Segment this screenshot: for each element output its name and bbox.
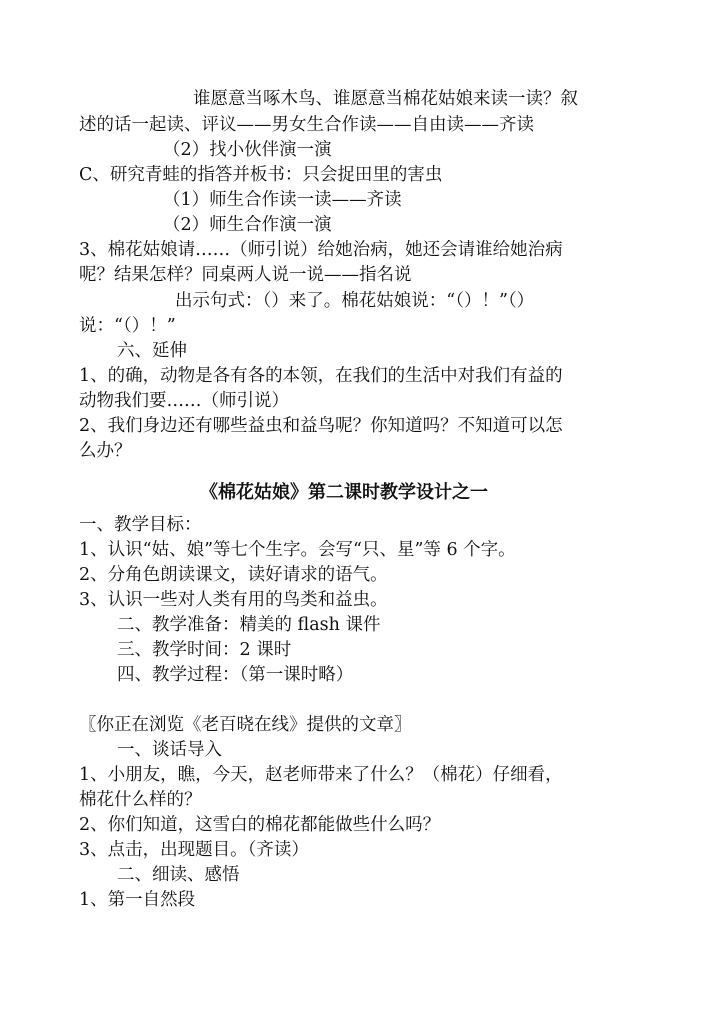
source-note: 〖你正在浏览《老百晓在线》提供的文章〗 [79, 715, 412, 735]
text-line: 述的话一起读、评议——男女生合作读——自由读——齐读 [79, 115, 534, 135]
text-line: 么办？ [79, 441, 132, 461]
section-heading: 二、细读、感悟 [117, 865, 240, 885]
section-heading: 一、教学目标： [79, 515, 202, 535]
text-line: （2）师生合作演一演 [163, 215, 332, 235]
text-line: 3、棉花姑娘请……（师引说）给她治病，她还会请谁给她治病 [79, 240, 563, 260]
text-line: 2、分角色朗读课文，读好请求的语气。 [79, 565, 388, 585]
text-line: 2、你们知道，这雪白的棉花都能做些什么吗？ [79, 815, 441, 835]
section-heading: 一、谈话导入 [117, 740, 222, 760]
text-line: （2）找小伙伴演一演 [163, 140, 332, 160]
text-line: 1、认识“姑、娘”等七个生字。会写“只、星”等 6 个字。 [79, 540, 516, 560]
text-line: （1）师生合作读一读——齐读 [163, 190, 402, 210]
text-line: 2、我们身边还有哪些益虫和益鸟呢？你知道吗？不知道可以怎 [79, 416, 563, 436]
text-line: C、研究青蛙的指答并板书：只会捉田里的害虫 [79, 165, 443, 185]
text-line: 1、第一自然段 [79, 890, 196, 910]
text-line: 谁愿意当啄木鸟、谁愿意当棉花姑娘来读一读？叙 [193, 89, 578, 109]
section-heading: 六、延伸 [117, 341, 187, 361]
text-line: 1、的确，动物是各有各的本领，在我们的生活中对我们有益的 [79, 366, 563, 386]
text-line: 3、点击，出现题目。（齐读） [79, 840, 309, 860]
section-heading: 四、教学过程：（第一课时略） [117, 665, 354, 685]
text-line: 出示句式：（）来了。棉花姑娘说：“（）！”（） [175, 291, 535, 311]
text-line: 1、小朋友，瞧，今天，赵老师带来了什么？（棉花）仔细看， [79, 765, 563, 785]
section-heading: 二、教学准备：精美的 flash 课件 [117, 615, 381, 635]
text-line: 棉花什么样的？ [79, 790, 202, 810]
text-line: 动物我们要……（师引说） [79, 391, 289, 411]
text-line: 呢？结果怎样？同桌两人说一说——指名说 [79, 265, 412, 285]
text-line: 3、认识一些对人类有用的鸟类和益虫。 [79, 590, 388, 610]
text-line: 说：“（）！” [79, 316, 176, 336]
section-title: 《棉花姑娘》第二课时教学设计之一 [200, 482, 488, 503]
section-heading: 三、教学时间：2 课时 [117, 640, 292, 660]
